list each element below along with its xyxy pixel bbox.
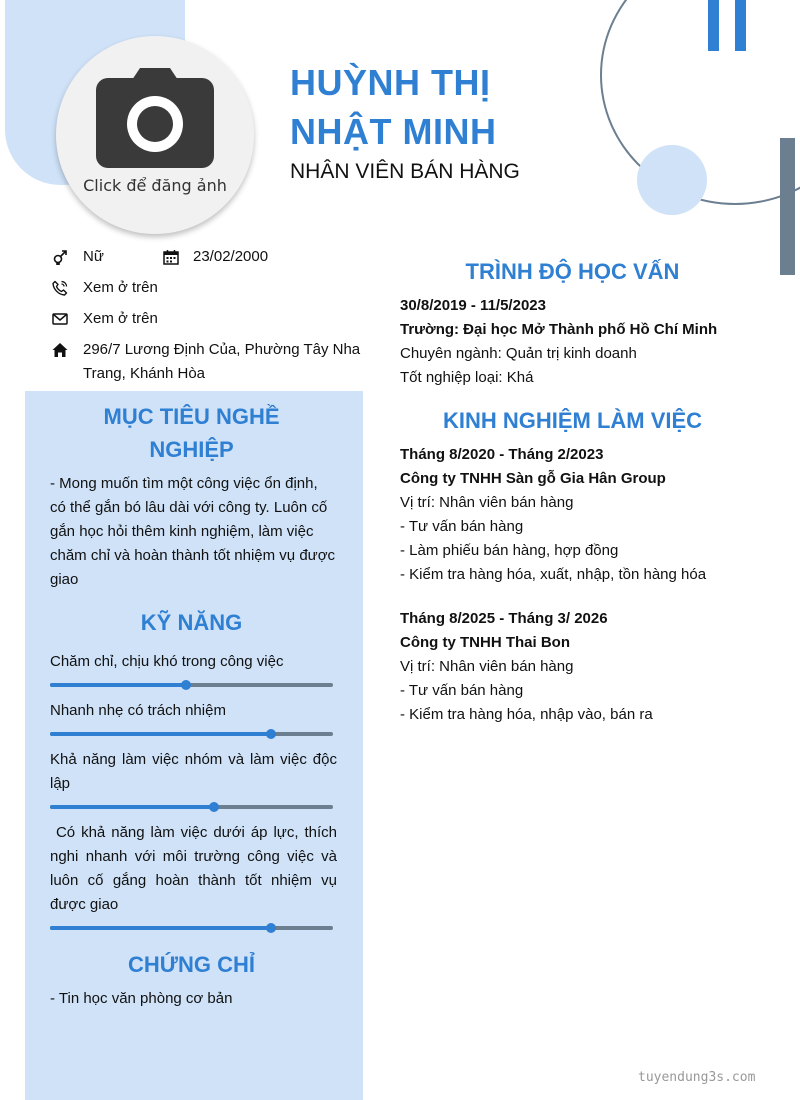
skill-label: Khả năng làm việc nhóm và làm việc độc bbox=[50, 751, 337, 768]
skill-bar-fill bbox=[50, 732, 271, 736]
name-line-2: NHẬT MINH bbox=[290, 111, 497, 152]
skill-bar bbox=[50, 805, 333, 809]
email-value: Xem ở trên bbox=[83, 310, 158, 327]
job-detail: Vị trí: Nhân viên bán hàng bbox=[400, 494, 574, 511]
skill-label: Có khả năng làm việc dưới áp lực, thích bbox=[50, 824, 337, 841]
education-school: Trường: Đại học Mở Thành phố Hồ Chí Minh bbox=[400, 321, 718, 338]
birthdate-value: 23/02/2000 bbox=[193, 248, 269, 265]
objective-line: - Mong muốn tìm một công việc ổn định, bbox=[50, 475, 318, 492]
skill-label: lập bbox=[50, 775, 71, 792]
decor-side-bar bbox=[780, 138, 795, 275]
education-title: TRÌNH ĐỘ HỌC VẤN bbox=[465, 259, 680, 284]
home-icon bbox=[52, 342, 68, 358]
skill-bar-fill bbox=[50, 683, 186, 687]
education-major: Chuyên ngành: Quản trị kinh doanh bbox=[400, 345, 637, 362]
skills-title: KỸ NĂNG bbox=[140, 610, 243, 635]
job-period: Tháng 8/2020 - Tháng 2/2023 bbox=[400, 446, 604, 463]
job-detail: - Làm phiếu bán hàng, hợp đồng bbox=[400, 542, 619, 559]
address-line-1: 296/7 Lương Định Của, Phường Tây Nha bbox=[83, 341, 361, 358]
skill-bar bbox=[50, 683, 333, 687]
skill-bar bbox=[50, 926, 333, 930]
job-detail: Vị trí: Nhân viên bán hàng bbox=[400, 658, 574, 675]
objective-title-line-2: NGHIỆP bbox=[149, 437, 234, 462]
phone-icon bbox=[52, 280, 68, 296]
job-company: Công ty TNHH Thai Bon bbox=[400, 634, 570, 651]
skill-label: nghi nhanh với môi trường công việc và bbox=[50, 848, 337, 865]
skill-bar-knob bbox=[181, 680, 191, 690]
skill-bar-fill bbox=[50, 805, 214, 809]
name-line-1: HUỲNH THỊ bbox=[290, 62, 491, 103]
watermark: tuyendung3s.com bbox=[638, 1070, 756, 1085]
certificate-item: - Tin học văn phòng cơ bản bbox=[50, 990, 233, 1007]
objective-line: chăm chỉ và hoàn thành tốt nhiệm vụ được bbox=[50, 547, 336, 564]
objective-line: gắn học hỏi thêm kinh nghiệm, làm việc bbox=[50, 523, 314, 540]
skill-bar bbox=[50, 732, 333, 736]
left-panel bbox=[25, 391, 363, 1100]
job-detail: - Tư vấn bán hàng bbox=[400, 682, 524, 699]
gender-value: Nữ bbox=[83, 248, 104, 265]
job-detail: - Tư vấn bán hàng bbox=[400, 518, 524, 535]
education-grade: Tốt nghiệp loại: Khá bbox=[400, 369, 534, 386]
skill-label: luôn cố gắng hoàn thành tốt nhiệm vụ bbox=[50, 872, 337, 889]
decor-dot bbox=[637, 145, 707, 215]
phone-value: Xem ở trên bbox=[83, 279, 158, 296]
decor-bar bbox=[735, 0, 746, 51]
job-detail: - Kiểm tra hàng hóa, nhập vào, bán ra bbox=[400, 706, 653, 723]
decor-bar bbox=[708, 0, 719, 51]
camera-icon bbox=[96, 66, 214, 168]
skill-bar-knob bbox=[209, 802, 219, 812]
gender-icon bbox=[52, 249, 68, 265]
objective-title-line-1: MỤC TIÊU NGHỀ bbox=[103, 404, 280, 429]
calendar-icon bbox=[163, 249, 179, 265]
job-company: Công ty TNHH Sàn gỗ Gia Hân Group bbox=[400, 470, 666, 487]
mail-icon bbox=[52, 311, 68, 327]
experience-title: KINH NGHIỆM LÀM VIỆC bbox=[442, 408, 703, 433]
skill-bar-knob bbox=[266, 923, 276, 933]
job-detail: - Kiểm tra hàng hóa, xuất, nhập, tồn hàng hóa bbox=[400, 566, 707, 583]
skill-label: Nhanh nhẹ có trách nhiệm bbox=[50, 702, 226, 719]
education-period: 30/8/2019 - 11/5/2023 bbox=[400, 297, 546, 314]
skill-label: Chăm chỉ, chịu khó trong công việc bbox=[50, 653, 284, 670]
skill-bar-knob bbox=[266, 729, 276, 739]
certificates-title: CHỨNG CHỈ bbox=[127, 952, 256, 977]
photo-caption: Click để đăng ảnh bbox=[83, 176, 227, 195]
objective-line: có thể gắn bó lâu dài với công ty. Luôn cố bbox=[50, 499, 328, 516]
job-period: Tháng 8/2025 - Tháng 3/ 2026 bbox=[400, 610, 608, 627]
objective-line: giao bbox=[50, 571, 79, 588]
address-line-2: Trang, Khánh Hòa bbox=[83, 365, 206, 382]
skill-bar-fill bbox=[50, 926, 271, 930]
skill-label: được giao bbox=[50, 896, 119, 913]
photo-upload[interactable] bbox=[56, 36, 254, 234]
job-title: NHÂN VIÊN BÁN HÀNG bbox=[290, 160, 520, 183]
